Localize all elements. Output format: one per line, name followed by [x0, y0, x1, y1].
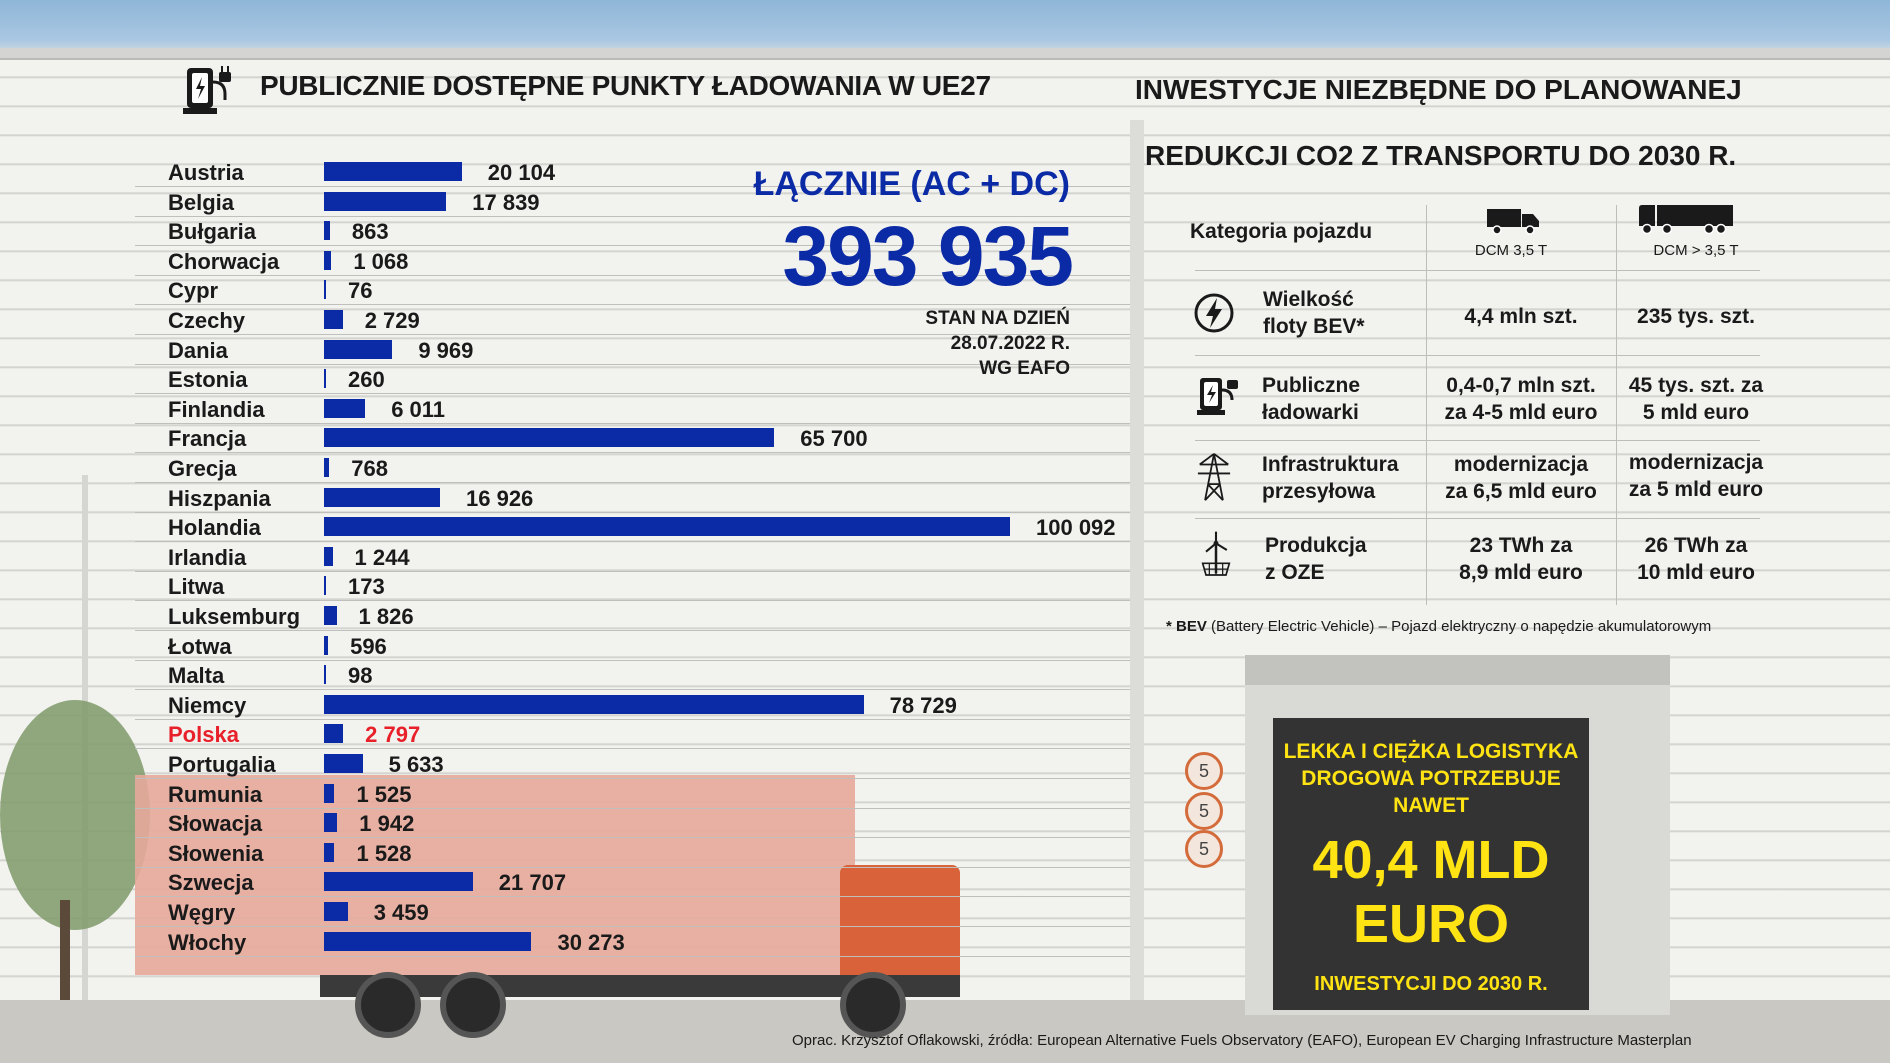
bar-value-label: 3 459	[373, 900, 429, 925]
bar	[324, 932, 531, 951]
door-number-badge: 5	[1185, 830, 1223, 868]
footnote	[1166, 618, 1711, 635]
table-divider	[1195, 270, 1760, 271]
row-separator	[135, 571, 1130, 572]
table-cell	[1606, 372, 1786, 426]
category-label: Dania	[168, 337, 228, 363]
category-label: Słowacja	[168, 811, 263, 837]
row-separator	[135, 660, 1130, 661]
bar	[324, 843, 334, 862]
bar-value-label: 6 011	[391, 396, 446, 422]
row-separator	[135, 748, 1130, 749]
bar	[324, 221, 330, 240]
tree-trunk	[60, 900, 70, 1010]
category-label: Bułgaria	[168, 219, 257, 245]
truck-wheel	[840, 972, 906, 1038]
category-label: Chorwacja	[168, 248, 280, 274]
category-label: Włochy	[168, 929, 247, 955]
row-label-line: Wielkość	[1263, 288, 1354, 311]
lightning-icon	[1192, 288, 1236, 338]
bar-value-label: 16 926	[466, 485, 534, 511]
callout-text-line: LEKKA I CIĘŻKA LOGISTYKA	[1283, 740, 1579, 763]
table-cell	[1606, 532, 1786, 586]
row-label-line: floty BEV*	[1263, 315, 1365, 338]
as-of-line: WG EAFO	[979, 358, 1070, 379]
table-cell-line: 45 tys. szt. za	[1628, 374, 1764, 397]
bar-value-label: 5 633	[388, 752, 444, 777]
bar-value-label: 1 244	[354, 544, 410, 570]
bar	[324, 162, 462, 181]
callout-text-line: NAWET	[1393, 794, 1469, 817]
row-label-line: przesyłowa	[1262, 480, 1376, 503]
total-value: 393 935	[782, 209, 1072, 303]
bar	[324, 280, 326, 299]
right-title-line: INWESTYCJE NIEZBĘDNE DO PLANOWANEJ	[1135, 74, 1742, 105]
bar-value-label: 1 528	[356, 840, 412, 866]
row-label-line: z OZE	[1265, 561, 1325, 584]
roof-edge	[0, 48, 1890, 60]
as-of-line: 28.07.2022 R.	[950, 333, 1070, 354]
row-label	[1262, 451, 1399, 505]
category-label: Czechy	[168, 308, 246, 333]
wall-pillar	[1130, 120, 1144, 1040]
bar	[324, 665, 326, 684]
total-label: ŁĄCZNIE (AC + DC)	[753, 165, 1070, 203]
row-label	[1262, 372, 1360, 426]
bar-value-label: 21 707	[498, 870, 567, 896]
table-cell-line: modernizacja	[1628, 451, 1764, 474]
bar	[324, 428, 774, 447]
category-label: Słowenia	[168, 840, 264, 866]
category-label: Hiszpania	[168, 485, 271, 511]
truck-wheel	[440, 972, 506, 1038]
bar	[324, 695, 864, 714]
bar-value-label: 1 068	[353, 248, 409, 274]
callout-value-line: EURO	[1352, 894, 1509, 954]
bar	[324, 458, 329, 477]
bar	[324, 340, 392, 359]
table-divider	[1195, 355, 1760, 356]
bar-value-label: 30 273	[557, 929, 625, 955]
bar-value-label: 100 092	[1036, 515, 1116, 541]
bar-value-label: 596	[350, 633, 387, 659]
category-label: Węgry	[168, 900, 236, 925]
tree	[0, 700, 150, 930]
row-separator	[135, 541, 1130, 542]
bar	[324, 784, 334, 803]
table-cell-line: 5 mld euro	[1642, 401, 1750, 424]
table-cell	[1606, 449, 1786, 503]
truck-wheel	[355, 972, 421, 1038]
column-header-light: DCM 3,5 T	[1474, 242, 1548, 259]
category-label: Cypr	[168, 278, 219, 304]
row-separator	[135, 808, 1130, 809]
bar-value-label: 76	[348, 278, 373, 304]
bar	[324, 754, 363, 773]
bar	[324, 724, 343, 743]
bar-value-label: 173	[348, 574, 385, 600]
investment-callout	[1273, 718, 1589, 1010]
row-label	[1265, 532, 1367, 586]
table-cell	[1426, 372, 1616, 426]
charger-icon	[1196, 372, 1240, 422]
table-divider	[1195, 518, 1760, 519]
row-separator	[135, 630, 1130, 631]
bar-value-label: 1 942	[359, 811, 415, 837]
as-of-note	[760, 306, 1070, 381]
bar	[324, 517, 1010, 536]
footnote-term: * BEV	[1166, 618, 1207, 635]
table-cell-line: za 5 mld euro	[1628, 478, 1764, 501]
category-label: Szwecja	[168, 870, 254, 896]
callout-value	[1273, 828, 1589, 956]
row-separator	[135, 423, 1130, 424]
bar-value-label: 65 700	[800, 426, 868, 452]
category-label: Estonia	[168, 367, 248, 393]
callout-subtext: INWESTYCJI DO 2030 R.	[1314, 973, 1548, 995]
row-separator	[135, 837, 1130, 838]
table-cell	[1426, 451, 1616, 505]
row-label-line: Infrastruktura	[1262, 453, 1399, 476]
row-separator	[135, 956, 1130, 957]
category-label: Portugalia	[168, 752, 276, 777]
row-separator	[135, 452, 1130, 453]
table-cell-line: 26 TWh za	[1644, 534, 1748, 557]
row-label	[1263, 286, 1365, 340]
power-pylon-icon	[1192, 452, 1236, 502]
footnote-text: (Battery Electric Vehicle) – Pojazd elektryczny o napędzie akumulatorowym	[1206, 618, 1712, 635]
bar-value-label: 20 104	[487, 160, 556, 185]
bar	[324, 399, 365, 418]
category-label: Grecja	[168, 456, 237, 481]
row-separator	[135, 778, 1130, 779]
category-label: Francja	[168, 426, 247, 452]
row-separator	[135, 600, 1130, 601]
table-cell-line: 23 TWh za	[1469, 534, 1573, 557]
as-of-line: STAN NA DZIEŃ	[925, 308, 1070, 329]
heavy-truck-icon	[1637, 202, 1735, 236]
row-separator	[135, 512, 1130, 513]
category-label: Holandia	[168, 515, 261, 541]
bar-value-label: 98	[348, 663, 373, 689]
table-cell-line: 10 mld euro	[1637, 561, 1755, 584]
bar-value-label: 2 729	[364, 308, 420, 333]
row-label-line: ładowarki	[1262, 401, 1359, 424]
bar-value-label: 863	[351, 219, 389, 245]
bar	[324, 576, 326, 595]
door-number-badge: 5	[1185, 752, 1223, 790]
category-label: Luksemburg	[168, 604, 301, 629]
category-label: Belgia	[168, 189, 235, 215]
category-label: Finlandia	[168, 396, 265, 422]
row-separator	[135, 719, 1130, 720]
callout-text	[1273, 738, 1589, 819]
small-truck-icon	[1485, 206, 1541, 236]
table-cell-line: modernizacja	[1453, 453, 1589, 476]
bar-value-label: 9 969	[418, 337, 474, 363]
bar	[324, 547, 333, 566]
table-category-header: Kategoria pojazdu	[1190, 220, 1373, 243]
bar	[324, 606, 337, 625]
category-label: Niemcy	[168, 692, 247, 718]
bar-value-label: 78 729	[889, 692, 957, 718]
bar	[324, 192, 446, 211]
bar	[324, 369, 326, 388]
bar	[324, 872, 473, 891]
category-label: Malta	[168, 663, 225, 689]
bar-value-label: 260	[348, 367, 385, 393]
table-divider	[1195, 440, 1760, 441]
table-cell: 235 tys. szt.	[1637, 305, 1755, 328]
source-note: Oprac. Krzysztof Oflakowski, źródła: European Alternative Fuels Observatory (EAFO), European EV Charging Infrastructure Masterplan	[792, 1032, 1692, 1049]
row-separator	[135, 867, 1130, 868]
chart-title: PUBLICZNIE DOSTĘPNE PUNKTY ŁADOWANIA W UE27	[260, 70, 991, 101]
row-separator	[135, 926, 1130, 927]
category-label: Łotwa	[168, 633, 232, 659]
callout-value-line: 40,4 MLD	[1312, 830, 1550, 890]
wind-turbine-icon	[1194, 530, 1238, 580]
category-label: Rumunia	[168, 781, 263, 807]
row-label-line: Publiczne	[1262, 374, 1361, 397]
bar-value-label: 17 839	[472, 189, 540, 215]
category-label: Irlandia	[168, 544, 247, 570]
row-separator	[135, 896, 1130, 897]
category-label: Austria	[168, 160, 244, 185]
table-cell-line: 8,9 mld euro	[1459, 561, 1583, 584]
bar	[324, 902, 348, 921]
bar	[324, 813, 337, 832]
table-cell	[1426, 532, 1616, 586]
column-header-heavy: DCM > 3,5 T	[1653, 242, 1739, 259]
callout-text-line: DROGOWA POTRZEBUJE	[1301, 767, 1561, 790]
ev-charger-icon	[183, 64, 233, 116]
bar	[324, 251, 331, 270]
row-separator	[135, 689, 1130, 690]
garage-door-canopy	[1245, 655, 1670, 685]
row-separator	[135, 482, 1130, 483]
bar	[324, 488, 440, 507]
bar	[324, 636, 328, 655]
bar-value-label: 2 797	[365, 722, 421, 748]
table-cell-line: 0,4-0,7 mln szt.	[1446, 374, 1596, 397]
table-cell-line: za 6,5 mld euro	[1445, 480, 1597, 503]
table-cell-line: za 4-5 mld euro	[1444, 401, 1598, 424]
category-label: Litwa	[168, 574, 225, 600]
category-label: Polska	[168, 722, 239, 748]
bar	[324, 310, 343, 329]
bar-value-label: 1 525	[356, 781, 412, 807]
row-separator	[135, 393, 1130, 394]
right-title-line: REDUKCJI CO2 Z TRANSPORTU DO 2030 R.	[1145, 140, 1737, 171]
table-cell: 4,4 mln szt.	[1464, 305, 1578, 328]
door-number-badge: 5	[1185, 792, 1223, 830]
bar-value-label: 768	[351, 456, 388, 481]
bar-value-label: 1 826	[358, 604, 414, 629]
row-label-line: Produkcja	[1265, 534, 1367, 557]
